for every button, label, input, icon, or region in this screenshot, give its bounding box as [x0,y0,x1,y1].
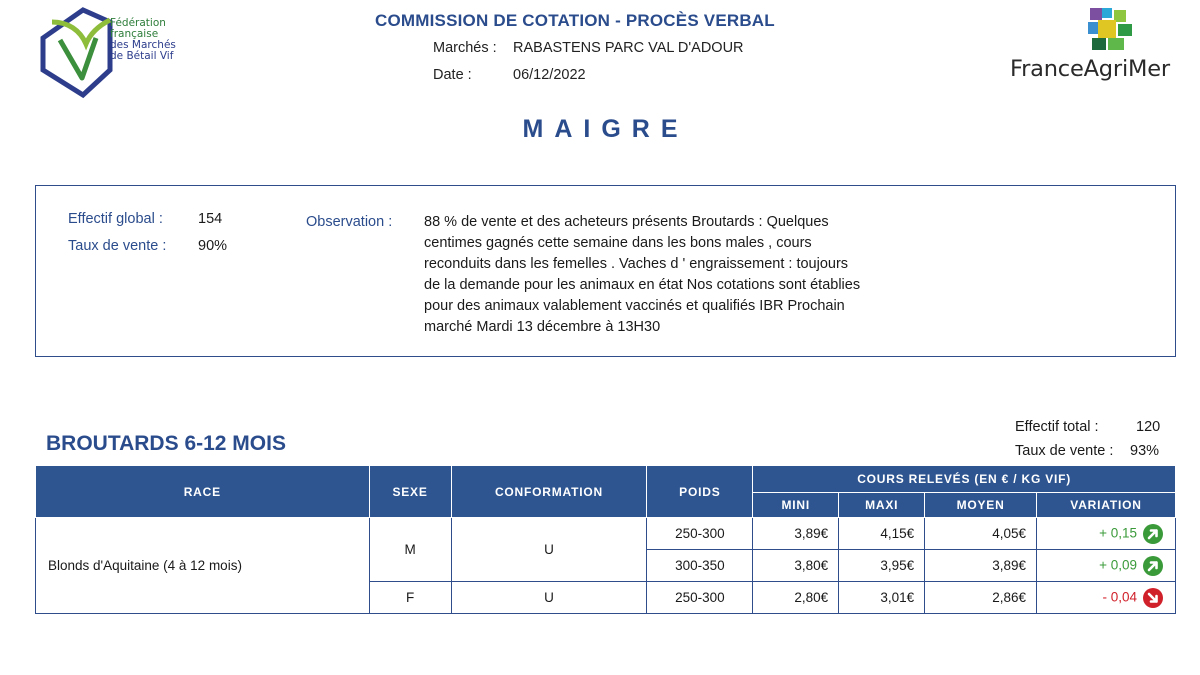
arrow-up-right-icon [1143,524,1163,544]
market-summary-box [35,185,1176,357]
poids-cell: 300-350 [647,550,753,582]
franceagrimer-logo-icon [1086,6,1136,54]
ffm-logo-line: des Marchés [110,39,176,51]
effectif-global-label: Effectif global : [68,211,163,227]
observation-line: centimes gagnés cette semaine dans les bons males , cours [424,235,812,251]
header-variation: VARIATION [1037,493,1176,518]
header-mini: MINI [753,493,839,518]
market-value: RABASTENS PARC VAL D'ADOUR [513,40,744,56]
observation-line: reconduits dans les femelles . Vaches d ' engraissement : toujours [424,256,849,272]
race-cell: Blonds d'Aquitaine (4 à 12 mois) [36,518,370,614]
header-race: RACE [36,466,370,518]
quotation-table [35,465,1176,614]
date-row [433,67,586,83]
taux-vente-label: Taux de vente : [68,238,167,254]
category-title: BROUTARDS 6-12 MOIS [46,432,286,455]
document-title: COMMISSION DE COTATION - PROCÈS VERBAL [375,11,775,30]
poids-cell: 250-300 [647,518,753,550]
ffm-logo-line: Fédération [110,17,166,29]
table-row [36,518,1176,550]
ffm-logo-line: française [110,28,159,40]
variation-value: + 0,15 [1099,525,1137,541]
header-maxi: MAXI [839,493,925,518]
variation-cell [1037,550,1176,582]
date-label: Date : [433,67,472,83]
observation-line: 88 % de vente et des acheteurs présents Broutards : Quelques [424,214,829,230]
maxi-cell: 3,01€ [839,582,925,614]
ffm-logo [38,0,188,100]
market-row [433,40,744,56]
arrow-up-right-icon [1143,556,1163,576]
header-sexe: SEXE [369,466,451,518]
variation-value: + 0,09 [1099,557,1137,573]
moyen-cell: 3,89€ [925,550,1037,582]
date-value: 06/12/2022 [513,67,586,83]
header-moyen: MOYEN [925,493,1037,518]
observation-label: Observation : [306,214,393,230]
market-label: Marchés : [433,40,497,56]
franceagrimer-logo [1004,6,1184,90]
section-title: MAIGRE [522,115,689,143]
maxi-cell: 4,15€ [839,518,925,550]
maxi-cell: 3,95€ [839,550,925,582]
mini-cell: 2,80€ [753,582,839,614]
franceagrimer-logo-text: FranceAgriMer [1010,56,1170,82]
variation-cell [1037,518,1176,550]
mini-cell: 3,80€ [753,550,839,582]
observation-line: marché Mardi 13 décembre à 13H30 [424,319,661,335]
variation-value: - 0,04 [1102,589,1137,605]
conformation-cell: U [451,582,647,614]
arrow-down-right-icon [1143,588,1163,608]
moyen-cell: 2,86€ [925,582,1037,614]
header-conformation: CONFORMATION [451,466,647,518]
header-cours-releves: COURS RELEVÉS (EN € / KG VIF) [753,466,1176,493]
taux-vente-value: 90% [198,238,228,254]
effectif-total-label: Effectif total : [1015,419,1099,435]
effectif-total-value: 120 [1136,419,1161,435]
sexe-cell: F [369,582,451,614]
taux-vente-total-value: 93% [1130,443,1160,459]
ffm-logo-text [110,18,176,62]
taux-vente-total-label: Taux de vente : [1015,443,1114,459]
effectif-global-value: 154 [198,211,223,227]
conformation-cell: U [451,518,647,582]
mini-cell: 3,89€ [753,518,839,550]
observation-line: pour des animaux valablement vaccinés et qualifiés IBR Prochain [424,298,845,314]
observation-line: de la demande pour les animaux en état Nos cotations sont établies [424,277,861,293]
observation-text [424,212,924,338]
moyen-cell: 4,05€ [925,518,1037,550]
sexe-cell: M [369,518,451,582]
poids-cell: 250-300 [647,582,753,614]
ffm-logo-line: de Bétail Vif [110,50,174,62]
variation-cell [1037,582,1176,614]
header-poids: POIDS [647,466,753,518]
